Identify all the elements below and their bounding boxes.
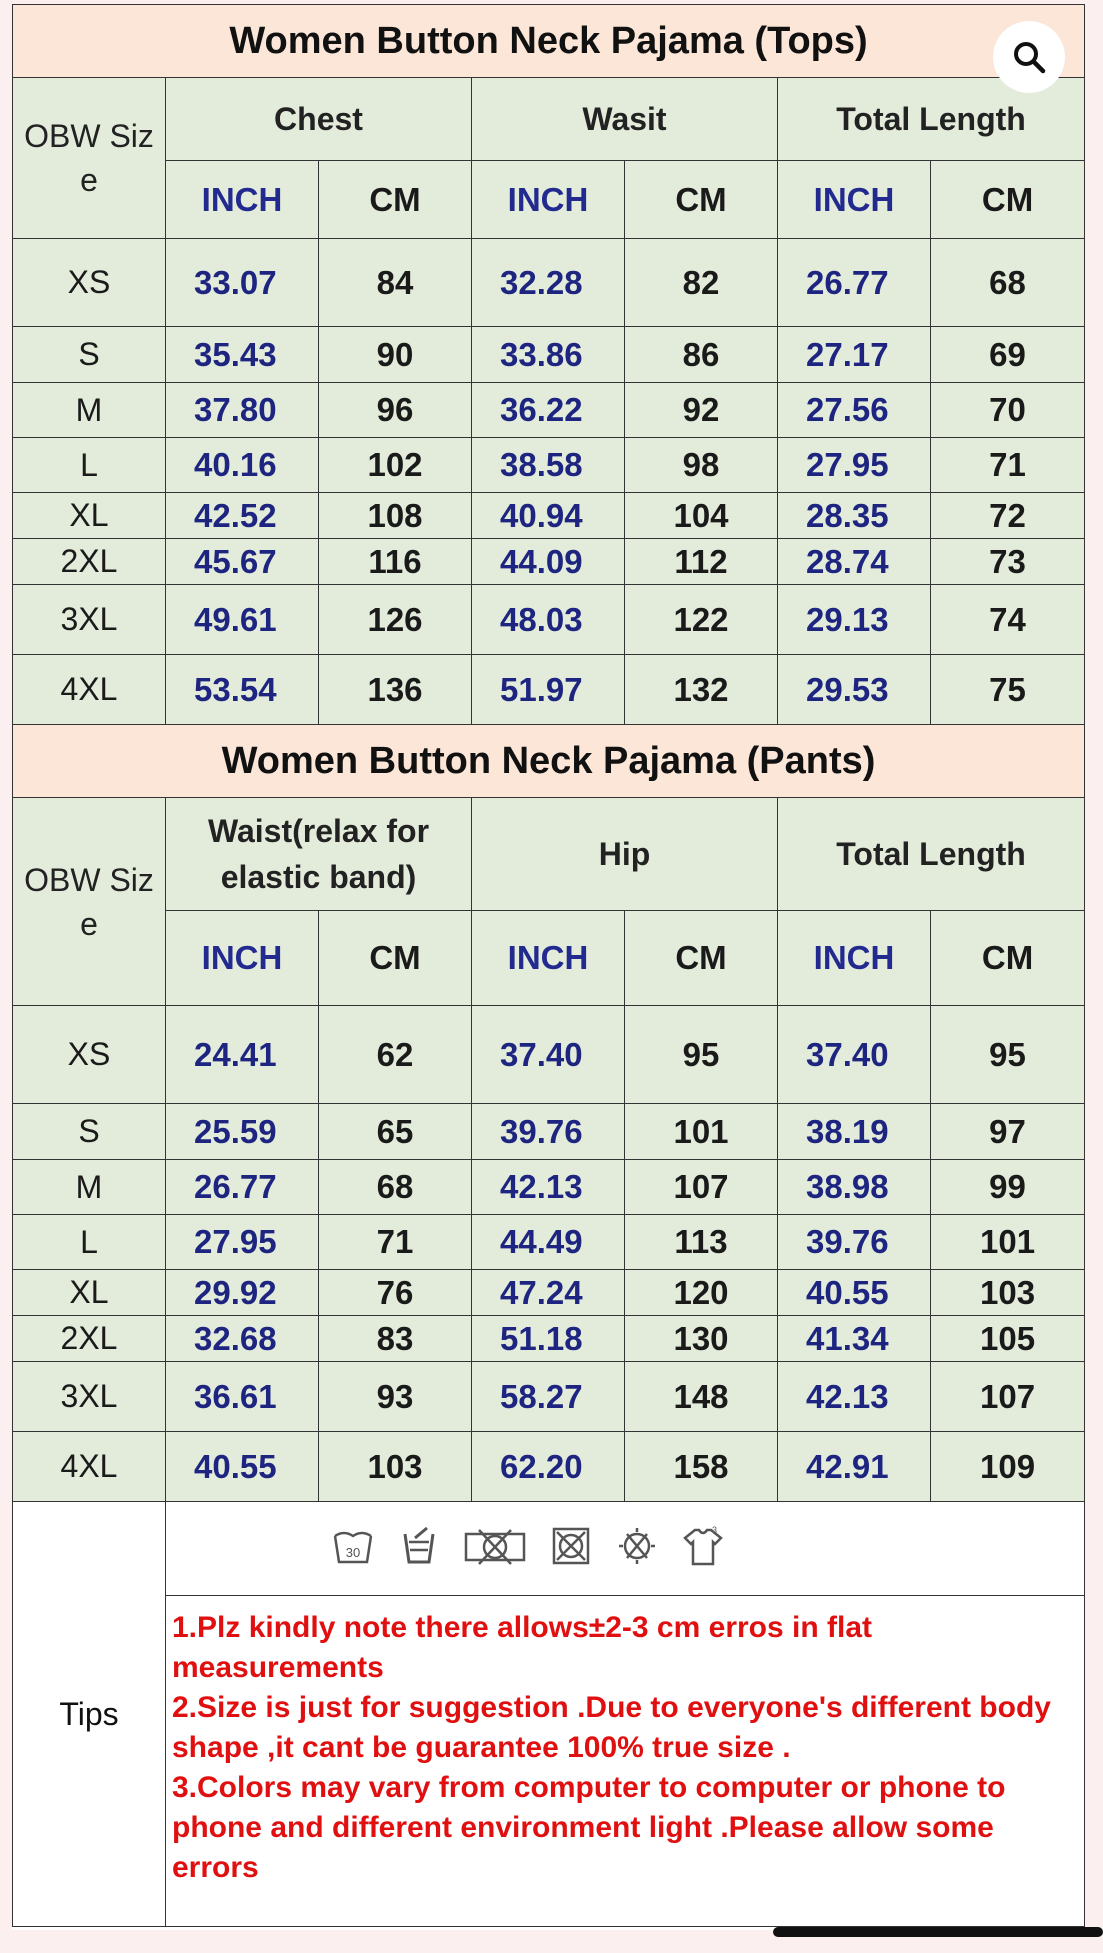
pants-unit-header-row — [13, 911, 1085, 1006]
measurement-cell: 105 — [931, 1316, 1085, 1362]
measurement-cell: 37.40 — [778, 1006, 931, 1104]
measurement-cell: 26.77 — [166, 1160, 319, 1215]
table-row — [13, 239, 1085, 327]
measurement-cell: 103 — [931, 1270, 1085, 1316]
search-button[interactable] — [993, 21, 1065, 93]
size-cell: XS — [13, 239, 166, 327]
pants-unit-header: CM — [931, 911, 1085, 1006]
pants-title: Women Button Neck Pajama (Pants) — [13, 725, 1085, 798]
tops-group-header-row — [13, 78, 1085, 161]
measurement-cell: 28.74 — [778, 539, 931, 585]
measurement-cell: 24.41 — [166, 1006, 319, 1104]
tops-group-header: Chest — [166, 78, 472, 161]
size-cell: M — [13, 383, 166, 438]
size-cell: 4XL — [13, 655, 166, 725]
measurement-cell: 27.95 — [166, 1215, 319, 1270]
measurement-cell: 90 — [319, 327, 472, 383]
measurement-cell: 29.92 — [166, 1270, 319, 1316]
measurement-cell: 36.22 — [472, 383, 625, 438]
tops-unit-header: INCH — [472, 161, 625, 239]
pants-title-row — [13, 725, 1085, 798]
measurement-cell: 102 — [319, 438, 472, 493]
measurement-cell: 44.09 — [472, 539, 625, 585]
measurement-cell: 95 — [625, 1006, 778, 1104]
measurement-cell: 108 — [319, 493, 472, 539]
measurement-cell: 29.53 — [778, 655, 931, 725]
tops-unit-header-row — [13, 161, 1085, 239]
pants-unit-header: CM — [625, 911, 778, 1006]
pants-group-header-row — [13, 798, 1085, 911]
measurement-cell: 40.16 — [166, 438, 319, 493]
measurement-cell: 65 — [319, 1104, 472, 1160]
measurement-cell: 48.03 — [472, 585, 625, 655]
measurement-cell: 53.54 — [166, 655, 319, 725]
measurement-cell: 58.27 — [472, 1362, 625, 1432]
size-cell: S — [13, 327, 166, 383]
table-row — [13, 327, 1085, 383]
measurement-cell: 29.13 — [778, 585, 931, 655]
pants-group-header: Hip — [472, 798, 778, 911]
table-row — [13, 539, 1085, 585]
measurement-cell: 101 — [625, 1104, 778, 1160]
size-cell: XL — [13, 493, 166, 539]
hang-dry-icon — [681, 1524, 725, 1568]
measurement-cell: 84 — [319, 239, 472, 327]
pants-unit-header: CM — [319, 911, 472, 1006]
measurement-cell: 27.56 — [778, 383, 931, 438]
measurement-cell: 99 — [931, 1160, 1085, 1215]
measurement-cell: 42.13 — [778, 1362, 931, 1432]
size-cell: 2XL — [13, 1316, 166, 1362]
measurement-cell: 104 — [625, 493, 778, 539]
table-row — [13, 1270, 1085, 1316]
measurement-cell: 38.19 — [778, 1104, 931, 1160]
measurement-cell: 74 — [931, 585, 1085, 655]
measurement-cell: 95 — [931, 1006, 1085, 1104]
tops-group-header: Total Length — [778, 78, 1085, 161]
measurement-cell: 107 — [625, 1160, 778, 1215]
table-row — [13, 1215, 1085, 1270]
no-dry-clean-icon — [549, 1524, 593, 1568]
size-cell: XL — [13, 1270, 166, 1316]
size-cell: 3XL — [13, 585, 166, 655]
tip-line: 1.Plz kindly note there allows±2-3 cm erros in flat measurements — [172, 1611, 873, 1684]
measurement-cell: 112 — [625, 539, 778, 585]
measurement-cell: 136 — [319, 655, 472, 725]
table-row — [13, 438, 1085, 493]
measurement-cell: 33.07 — [166, 239, 319, 327]
measurement-cell: 27.17 — [778, 327, 931, 383]
measurement-cell: 51.97 — [472, 655, 625, 725]
size-cell: S — [13, 1104, 166, 1160]
measurement-cell: 97 — [931, 1104, 1085, 1160]
table-row — [13, 655, 1085, 725]
measurement-cell: 130 — [625, 1316, 778, 1362]
measurement-cell: 38.58 — [472, 438, 625, 493]
measurement-cell: 107 — [931, 1362, 1085, 1432]
measurement-cell: 120 — [625, 1270, 778, 1316]
measurement-cell: 28.35 — [778, 493, 931, 539]
size-cell: M — [13, 1160, 166, 1215]
wash-30-icon — [331, 1524, 375, 1568]
pants-group-header: Waist(relax for elastic band) — [166, 798, 472, 911]
tops-unit-header: CM — [625, 161, 778, 239]
measurement-cell: 41.34 — [778, 1316, 931, 1362]
table-row — [13, 585, 1085, 655]
measurement-cell: 42.52 — [166, 493, 319, 539]
measurement-cell: 113 — [625, 1215, 778, 1270]
measurement-cell: 86 — [625, 327, 778, 383]
tops-unit-header: CM — [931, 161, 1085, 239]
measurement-cell: 75 — [931, 655, 1085, 725]
measurement-cell: 44.49 — [472, 1215, 625, 1270]
measurement-cell: 40.55 — [778, 1270, 931, 1316]
table-row — [13, 1316, 1085, 1362]
measurement-cell: 103 — [319, 1432, 472, 1502]
home-indicator[interactable] — [773, 1927, 1103, 1937]
tops-unit-header: INCH — [778, 161, 931, 239]
table-row — [13, 493, 1085, 539]
size-cell: L — [13, 1215, 166, 1270]
measurement-cell: 40.55 — [166, 1432, 319, 1502]
measurement-cell: 27.95 — [778, 438, 931, 493]
measurement-cell: 71 — [319, 1215, 472, 1270]
table-row — [13, 383, 1085, 438]
measurement-cell: 101 — [931, 1215, 1085, 1270]
table-row — [13, 1160, 1085, 1215]
measurement-cell: 76 — [319, 1270, 472, 1316]
care-icons — [331, 1524, 725, 1568]
measurement-cell: 96 — [319, 383, 472, 438]
table-row — [13, 1432, 1085, 1502]
tip-line: 2.Size is just for suggestion .Due to everyone's different body shape ,it cant be guarantee 100% true size . — [172, 1691, 1051, 1764]
size-cell: 3XL — [13, 1362, 166, 1432]
measurement-cell: 122 — [625, 585, 778, 655]
measurement-cell: 37.40 — [472, 1006, 625, 1104]
measurement-cell: 68 — [931, 239, 1085, 327]
measurement-cell: 47.24 — [472, 1270, 625, 1316]
tops-group-header: Wasit — [472, 78, 778, 161]
measurement-cell: 70 — [931, 383, 1085, 438]
tops-size-header: OBW Siz e — [13, 78, 166, 239]
size-cell: 2XL — [13, 539, 166, 585]
measurement-cell: 45.67 — [166, 539, 319, 585]
tip-line: 3.Colors may vary from computer to computer or phone to phone and different environment light .Please allow some errors — [172, 1771, 1006, 1884]
tips-text-row — [13, 1596, 1085, 1927]
measurement-cell: 32.68 — [166, 1316, 319, 1362]
measurement-cell: 69 — [931, 327, 1085, 383]
size-cell: L — [13, 438, 166, 493]
pants-unit-header: INCH — [166, 911, 319, 1006]
measurement-cell: 42.13 — [472, 1160, 625, 1215]
bleach-icon — [397, 1524, 441, 1568]
measurement-cell: 73 — [931, 539, 1085, 585]
tips-label: Tips — [13, 1502, 166, 1927]
search-icon — [1012, 40, 1046, 74]
measurement-cell: 132 — [625, 655, 778, 725]
measurement-cell: 26.77 — [778, 239, 931, 327]
size-cell: 4XL — [13, 1432, 166, 1502]
measurement-cell: 109 — [931, 1432, 1085, 1502]
measurement-cell: 158 — [625, 1432, 778, 1502]
care-icons-cell — [166, 1502, 1085, 1596]
measurement-cell: 116 — [319, 539, 472, 585]
size-cell: XS — [13, 1006, 166, 1104]
measurement-cell: 62.20 — [472, 1432, 625, 1502]
size-chart-sheet — [12, 4, 1084, 1930]
measurement-cell: 25.59 — [166, 1104, 319, 1160]
measurement-cell: 51.18 — [472, 1316, 625, 1362]
measurement-cell: 32.28 — [472, 239, 625, 327]
tops-title-row — [13, 5, 1085, 78]
no-tumble-dry-icon — [463, 1524, 527, 1568]
pants-group-header: Total Length — [778, 798, 1085, 911]
measurement-cell: 148 — [625, 1362, 778, 1432]
measurement-cell: 82 — [625, 239, 778, 327]
measurement-cell: 37.80 — [166, 383, 319, 438]
pants-unit-header: INCH — [778, 911, 931, 1006]
tops-unit-header: CM — [319, 161, 472, 239]
tips-care-row — [13, 1502, 1085, 1596]
measurement-cell: 38.98 — [778, 1160, 931, 1215]
measurement-cell: 40.94 — [472, 493, 625, 539]
svg-text:3: 3 — [712, 1525, 718, 1535]
measurement-cell: 35.43 — [166, 327, 319, 383]
measurement-cell: 83 — [319, 1316, 472, 1362]
measurement-cell: 93 — [319, 1362, 472, 1432]
pants-size-header: OBW Siz e — [13, 798, 166, 1006]
table-row — [13, 1104, 1085, 1160]
measurement-cell: 42.91 — [778, 1432, 931, 1502]
measurement-cell: 92 — [625, 383, 778, 438]
measurement-cell: 98 — [625, 438, 778, 493]
table-row — [13, 1362, 1085, 1432]
tops-title: Women Button Neck Pajama (Tops) — [13, 5, 1085, 78]
measurement-cell: 39.76 — [472, 1104, 625, 1160]
measurement-cell: 33.86 — [472, 327, 625, 383]
measurement-cell: 36.61 — [166, 1362, 319, 1432]
measurement-cell: 68 — [319, 1160, 472, 1215]
size-chart-table — [12, 4, 1085, 1927]
measurement-cell: 126 — [319, 585, 472, 655]
tips-text — [166, 1596, 1085, 1927]
measurement-cell: 39.76 — [778, 1215, 931, 1270]
table-row — [13, 1006, 1085, 1104]
measurement-cell: 72 — [931, 493, 1085, 539]
tops-unit-header: INCH — [166, 161, 319, 239]
measurement-cell: 49.61 — [166, 585, 319, 655]
no-iron-icon — [615, 1524, 659, 1568]
measurement-cell: 62 — [319, 1006, 472, 1104]
pants-unit-header: INCH — [472, 911, 625, 1006]
measurement-cell: 71 — [931, 438, 1085, 493]
svg-text:30: 30 — [345, 1545, 361, 1560]
